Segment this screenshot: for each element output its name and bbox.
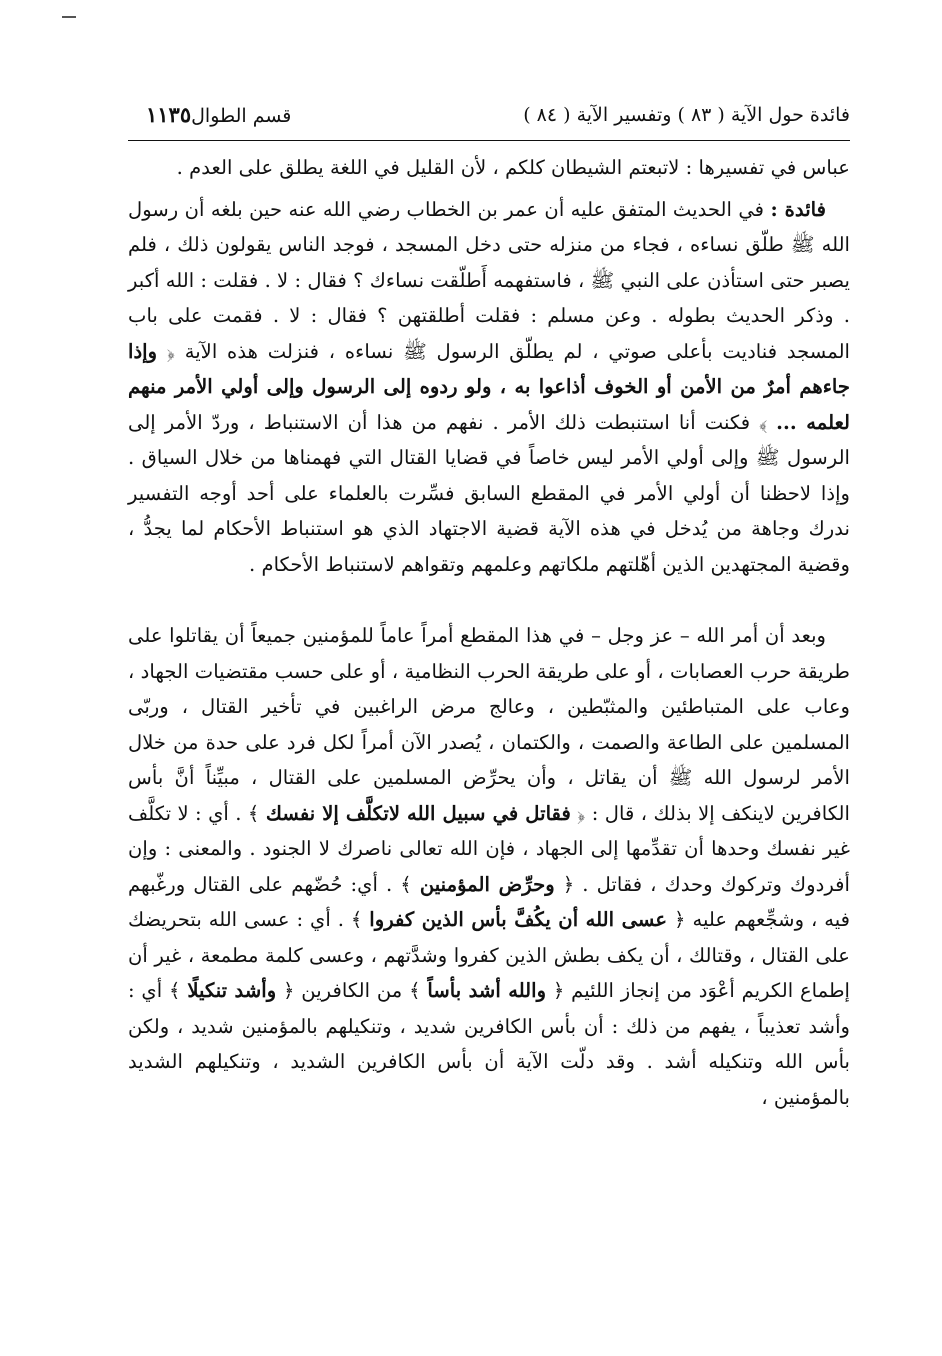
page-body — [128, 150, 850, 1115]
note-label: فائدة : — [770, 197, 826, 221]
paragraph-1: عباس في تفسيرها : لاتبعتم الشيطان كلكم ، لأن القليل في اللغة يطلق على العدم . — [176, 156, 850, 179]
quran-quote: عسى الله أن يكُفَّ بأس الذين كفروا — [369, 908, 668, 931]
running-title: فائدة حول الآية ( ٨٣ ) وتفسير الآية ( ٨٤ ) — [523, 104, 850, 126]
page-number: ١١٣٥ — [146, 102, 192, 127]
quran-quote: وإذا جاءهم أمرٌ من الأمن أو الخوف أذاعوا به ، ولو ردوه إلى الرسول وإلى أولي الأمر منهم لعلمه ... — [128, 339, 850, 434]
scan-mark — [62, 16, 76, 18]
quran-quote: وأشد تنكيلًا — [187, 979, 277, 1002]
section-and-page — [128, 102, 291, 127]
quran-quote: فقاتل في سبيل الله لاتكلَّف إلا نفسك — [265, 801, 571, 825]
quran-quote: والله أشد بأساً — [427, 979, 547, 1002]
paragraph-3: وبعد أن أمر الله – عز وجل – في هذا المقطع أمراً عاماً للمؤمنين جميعاً أن يقاتلوا على طريقة حرب العصابات ، أو على طريقة الحرب النظامية ، أو على حسب مقتضيات الجهاد ، وعاب على المتباطئين والمثبّطين ، وعالج مرض الراغبين في تأخير القتال ، وربّى المسلمين على الطاعة والصمت ، والكتمان ، يُصدر الآن أمراً لكل فرد على حدة من خلال الأمر لرسول الله ﷺ أن يقاتل ، وأن يحرِّض المسلمين على القتال ، مبيِّناً أنَّ بأس الكافرين لاينكف إلا بذلك ، قال : ﴿ فقاتل في سبيل الله لاتكلَّف إلا نفسك ﴾ . أي : لا تكلَّف غير نفسك وحدها أن تقدِّمها إلى الجهاد ، فإن الله تعالى ناصرك لا الجنود . والمعنى : وإن أفردوك وتركوك وحدك ، فقاتل . ﴿ وحرِّض المؤمنين ﴾ . أي: حُضّهم على القتال ورغّبهم فيه ، وشجِّعهم عليه ﴿ عسى الله أن يكُفَّ بأس الذين كفروا ﴾ . أي : عسى الله بتحريضك على القتال ، وقتالك ، أن يكف بطش الذين كفروا وشدَّتهم ، وعسى كلمة مطمعة ، غير أن إطماع الكريم أعْوَد من إنجاز اللئيم ﴿ والله أشد بأساً ﴾ من الكافرين ﴿ وأشد تنكيلًا ﴾ أي : وأشد تعذيباً ، يفهم من ذلك : أن بأس الكافرين شديد ، وتنكيلهم بالمؤمنين شديد ، ولكن بأس الله وتنكيله أشد . وقد دلّت الآية أن بأس الكافرين الشديد ، وتنكيلهم الشديد بالمؤمنين ، — [128, 624, 850, 1109]
page-header — [128, 96, 850, 141]
paragraph-2: فائدة : في الحديث المتفق عليه أن عمر بن الخطاب رضي الله عنه حين بلغه أن رسول الله ﷺ طلّق نساءه ، فجاء من منزله حتى دخل المسجد ، فوجد الناس يقولون ذلك ، فلم يصبر حتى استأذن على النبي ﷺ ، فاستفهمه أَطلّقت نساءك ؟ فقال : لا . فقلت : الله أكبر . وذكر الحديث بطوله . وعن مسلم : فقلت أطلقتهن ؟ فقال : لا . فقمت على باب المسجد فناديت بأعلى صوتي ، لم يطلّق الرسول ﷺ نساءه ، فنزلت هذه الآية ﴿ وإذا جاءهم أمرٌ من الأمن أو الخوف أذاعوا به ، ولو ردوه إلى الرسول وإلى أولي الأمر منهم لعلمه ... ﴾ فكنت أنا استنبطت ذلك الأمر . نفهم من هذا أن الاستنباط ، وردّ الأمر إلى الرسول ﷺ وإلى أولي الأمر ليس خاصاً في قضايا القتال التي فهمناها من خلال السياق . وإذا لاحظنا أن أولي الأمر في المقطع السابق فسِّرت بالعلماء على أحد أوجه التفسير ندرك وجاهة من يُدخل في هذه الآية قضية الاجتهاد الذي هو استنباط الأحكام لما يجدُّ ، وقضية المجتهدين الذين أهّلتهم ملكاتهم وعلمهم وتقواهم لاستنباط الأحكام . — [128, 197, 850, 576]
section-name: قسم الطوال — [191, 105, 292, 127]
quran-quote: وحرِّض المؤمنين — [419, 872, 555, 896]
